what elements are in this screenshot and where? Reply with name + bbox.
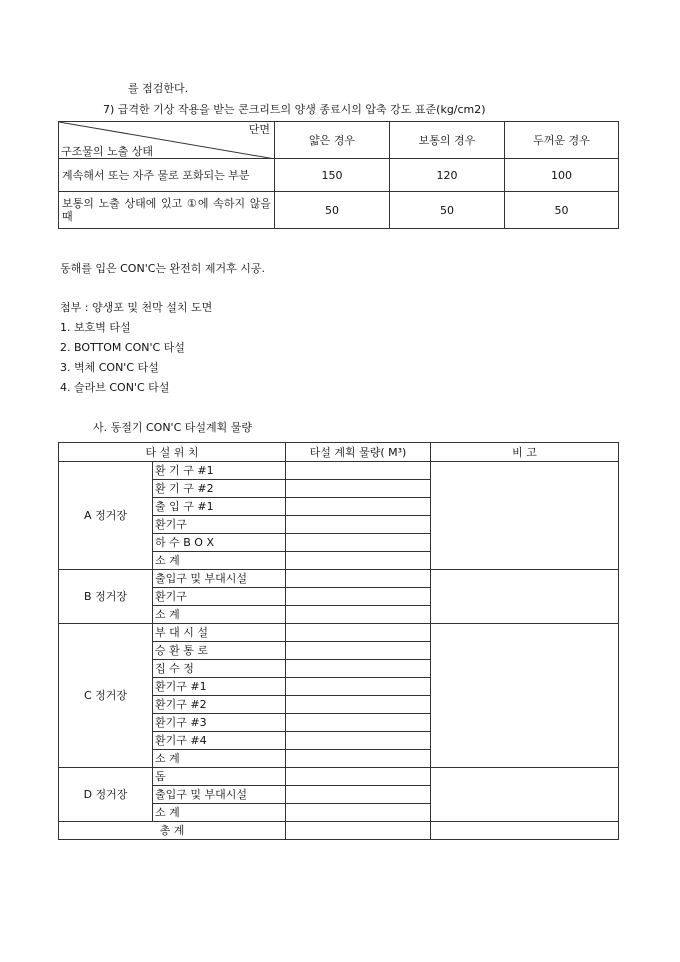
quantity-cell	[286, 696, 431, 714]
quantity-cell	[286, 714, 431, 732]
item-label: 승 환 통 로	[153, 642, 286, 660]
item-label: 환기구 #1	[153, 678, 286, 696]
diagonal-header-cell	[59, 122, 275, 159]
diag-bottom-label: 구조물의 노출 상태	[61, 145, 154, 158]
col-header-thick: 두꺼운 경우	[505, 122, 619, 159]
item-label: 환기구	[153, 516, 286, 534]
table-cell: 100	[505, 159, 619, 192]
item-label: 환기구	[153, 588, 286, 606]
quantity-cell	[286, 660, 431, 678]
item-label: 환기구 #2	[153, 696, 286, 714]
row-label: 계속해서 또는 자주 물로 포화되는 부분	[59, 159, 275, 192]
station-name: C 정거장	[59, 624, 153, 768]
table-cell: 120	[390, 159, 505, 192]
item-label: 소 계	[153, 750, 286, 768]
quantity-cell	[286, 642, 431, 660]
total-remarks-cell	[431, 822, 619, 840]
table-row	[59, 462, 619, 480]
total-label: 총 계	[59, 822, 286, 840]
item-label: 출입구 및 부대시설	[153, 570, 286, 588]
quantity-cell	[286, 462, 431, 480]
table-cell: 150	[275, 159, 390, 192]
station-name: B 정거장	[59, 570, 153, 624]
total-row	[59, 822, 619, 840]
total-quantity-cell	[286, 822, 431, 840]
item-label: 소 계	[153, 606, 286, 624]
quantity-cell	[286, 804, 431, 822]
attachment-item: 1. 보호벽 타설	[60, 321, 131, 334]
plan-title: 사. 동절기 CON'C 타설계획 물량	[93, 421, 253, 434]
remarks-cell	[431, 462, 619, 570]
plan-table	[58, 442, 619, 840]
quantity-cell	[286, 480, 431, 498]
strength-table	[58, 121, 619, 229]
item-label: 하 수 B O X	[153, 534, 286, 552]
header-quantity: 타설 계획 물량( M³)	[286, 443, 431, 462]
remarks-cell	[431, 768, 619, 822]
row-label: 보통의 노출 상태에 있고 ①에 속하지 않을 때	[59, 192, 275, 229]
quantity-cell	[286, 498, 431, 516]
quantity-cell	[286, 678, 431, 696]
item-label: 출입구 및 부대시설	[153, 786, 286, 804]
quantity-cell	[286, 786, 431, 804]
header-location: 타 설 위 치	[59, 443, 286, 462]
quantity-cell	[286, 732, 431, 750]
item-label: 환 기 구 #1	[153, 462, 286, 480]
table-cell: 50	[390, 192, 505, 229]
table-row	[59, 570, 619, 588]
quantity-cell	[286, 570, 431, 588]
quantity-cell	[286, 588, 431, 606]
quantity-cell	[286, 750, 431, 768]
station-name: D 정거장	[59, 768, 153, 822]
item-label: 부 대 시 설	[153, 624, 286, 642]
item-label: 집 수 정	[153, 660, 286, 678]
quantity-cell	[286, 534, 431, 552]
quantity-cell	[286, 768, 431, 786]
quantity-cell	[286, 552, 431, 570]
header-remarks: 비 고	[431, 443, 619, 462]
attachment-item: 3. 벽체 CON'C 타설	[60, 361, 159, 374]
attachment-title: 첨부 : 양생포 및 천막 설치 도면	[60, 301, 213, 314]
item-label: 환 기 구 #2	[153, 480, 286, 498]
quantity-cell	[286, 624, 431, 642]
table-row	[59, 768, 619, 786]
intro-line-1: 를 점검한다.	[128, 82, 189, 95]
table-row	[59, 624, 619, 642]
remarks-cell	[431, 624, 619, 768]
item-label: 소 계	[153, 804, 286, 822]
col-header-thin: 얇은 경우	[275, 122, 390, 159]
diag-top-label: 단면	[248, 123, 270, 136]
col-header-normal: 보통의 경우	[390, 122, 505, 159]
attachment-item: 4. 슬라브 CON'C 타설	[60, 381, 170, 394]
item-label: 돔	[153, 768, 286, 786]
table-cell: 50	[505, 192, 619, 229]
item-label: 환기구 #3	[153, 714, 286, 732]
remarks-cell	[431, 570, 619, 624]
table-cell: 50	[275, 192, 390, 229]
attachment-item: 2. BOTTOM CON'C 타설	[60, 341, 185, 354]
intro-line-2: 7) 급격한 기상 작용을 받는 콘크리트의 양생 종료시의 압축 강도 표준(kg/cm2)	[103, 103, 486, 116]
station-name: A 정거장	[59, 462, 153, 570]
quantity-cell	[286, 606, 431, 624]
frost-note: 동해를 입은 CON'C는 완전히 제거후 시공.	[60, 262, 266, 275]
item-label: 출 입 구 #1	[153, 498, 286, 516]
item-label: 환기구 #4	[153, 732, 286, 750]
quantity-cell	[286, 516, 431, 534]
item-label: 소 계	[153, 552, 286, 570]
